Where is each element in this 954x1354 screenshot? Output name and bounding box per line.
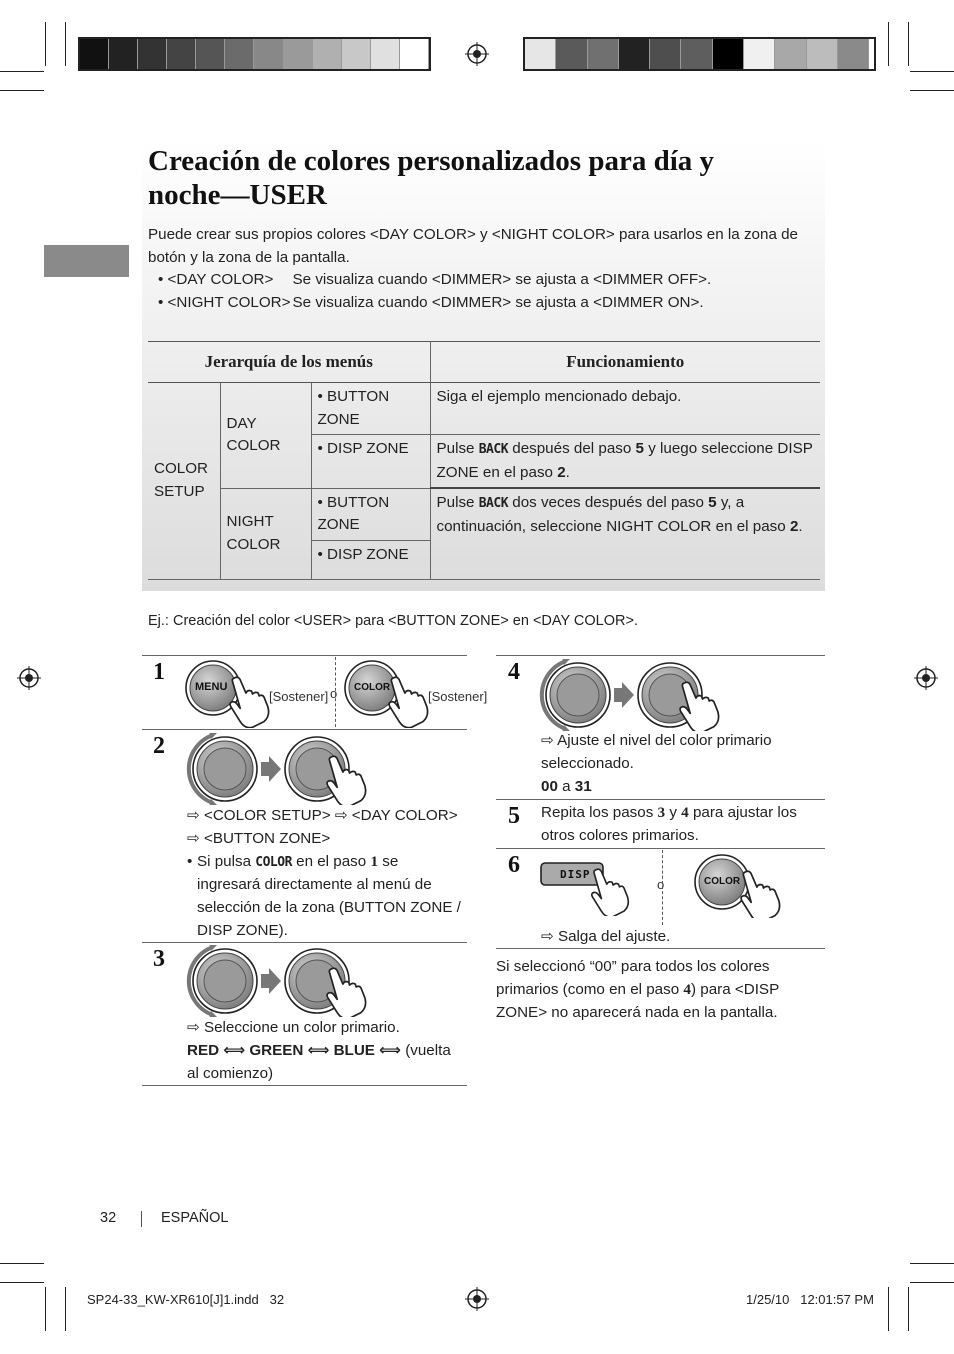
rotary-knob-illustration (182, 733, 372, 805)
intro-text: Puede crear sus propios colores <DAY COLOR> y <NIGHT COLOR> para usarlos en la zona de botón y la zona de la pantalla. (148, 226, 798, 266)
disp-button-icon[interactable] (539, 858, 639, 916)
color-button-label: COLOR (704, 876, 741, 887)
hold-label-1: [Sostener] (269, 689, 329, 704)
step-divider (496, 848, 825, 849)
crop-mark (45, 22, 46, 66)
example-caption: Ej.: Creación del color <USER> para <BUTTON ZONE> en <DAY COLOR>. (148, 613, 638, 629)
page-number: 32 (100, 1210, 117, 1226)
language-side-tab (44, 245, 129, 277)
crop-mark (0, 71, 44, 72)
color-button-label: COLOR (354, 682, 391, 693)
crop-mark (910, 71, 954, 72)
bullet-day-color: • <DAY COLOR> Se visualiza cuando <DIMMER> se ajusta a <DIMMER OFF>. (158, 271, 712, 289)
cell-button-zone: • BUTTON ZONE (311, 488, 430, 540)
step6-divider (662, 850, 663, 925)
color-swatch (138, 39, 167, 69)
step5-text: Repita los pasos 3 y 4 para ajustar los otros colores primarios. (541, 804, 797, 844)
step1-divider (335, 657, 336, 727)
arrow-icon: ⇨ (334, 807, 348, 824)
arrow-icon: ⇨ (187, 1019, 200, 1036)
arrow-icon: ⇨ (187, 829, 200, 847)
color-swatch (167, 39, 196, 69)
step-number-1: 1 (153, 659, 165, 685)
slug-file-info: SP24-33_KW-XR610[J]1.indd 32 (87, 1292, 285, 1307)
crop-mark (910, 90, 954, 91)
color-swatch (313, 39, 342, 69)
slug-date: 1/25/10 12:01:57 PM (746, 1292, 874, 1307)
registration-mark-icon (914, 666, 938, 690)
disp-button-label: DISP (560, 868, 591, 881)
double-arrow-icon: ⟺ (379, 1041, 401, 1059)
step3-text: ⇨ Seleccione un color primario. RED ⟺ GREEN ⟺ BLUE ⟺ (vuelta al comienzo) (187, 1019, 451, 1082)
cell-button-zone: • BUTTON ZONE (311, 383, 430, 435)
crop-mark (0, 1282, 44, 1283)
menu-table (148, 341, 820, 580)
color-swatch (744, 39, 775, 69)
step-number-3: 3 (153, 946, 165, 972)
footer-divider (141, 1211, 142, 1227)
crop-mark (888, 22, 889, 66)
cell-day-color: DAY COLOR (220, 383, 311, 489)
cell-func-3: Pulse BACK dos veces después del paso 5 y, a continuación, seleccione NIGHT COLOR en el paso 2. (430, 488, 820, 579)
menu-button-label: MENU (195, 681, 228, 693)
color-swatch (556, 39, 587, 69)
header-operation: Funcionamiento (430, 342, 820, 383)
crop-mark (910, 1282, 954, 1283)
color-swatch (775, 39, 806, 69)
crop-mark (45, 1287, 46, 1331)
cell-night-color: NIGHT COLOR (220, 488, 311, 579)
crop-mark (0, 90, 44, 91)
color-swatch (713, 39, 744, 69)
cell-func-2: Pulse BACK después del paso 5 y luego seleccione DISP ZONE en el paso 2. (430, 435, 820, 489)
step4-text: ⇨ Ajuste el nivel del color primario seleccionado. 00 a 31 (541, 732, 772, 795)
or-label: o (657, 877, 665, 892)
step-divider (142, 729, 467, 730)
step2-text: ⇨ <COLOR SETUP> ⇨ <DAY COLOR> ⇨ <BUTTON ZONE> • Si pulsa COLOR en el paso 1 se ingresará directamente al menú de selección de la zona (BUTTON ZONE / DISP ZONE). (187, 805, 462, 943)
color-swatch (588, 39, 619, 69)
cell-color-setup: COLOR SETUP (148, 383, 220, 580)
step-number-2: 2 (153, 733, 165, 759)
arrow-icon: ⇨ (541, 928, 554, 945)
color-swatch (80, 39, 109, 69)
double-arrow-icon: ⟺ (307, 1041, 330, 1059)
step-number-5: 5 (508, 803, 520, 829)
crop-mark (910, 1263, 954, 1264)
crop-mark (908, 1287, 909, 1331)
color-swatch (196, 39, 225, 69)
crop-mark (908, 22, 909, 66)
color-swatch (400, 39, 429, 69)
color-swatch (838, 39, 869, 69)
table-header-row (148, 342, 820, 383)
rotary-knob-illustration (535, 659, 725, 731)
color-swatch (807, 39, 838, 69)
rotary-knob-illustration (182, 945, 372, 1017)
crop-mark (888, 1287, 889, 1331)
color-swatch (650, 39, 681, 69)
step-divider (142, 655, 467, 656)
double-arrow-icon: ⟺ (223, 1041, 246, 1059)
color-swatch (109, 39, 138, 69)
or-label: o (330, 686, 338, 701)
page-title: Creación de colores personalizados para día y noche—USER (148, 145, 715, 211)
step-number-6: 6 (508, 852, 520, 878)
color-swatch (284, 39, 313, 69)
table-row (148, 383, 820, 435)
table-row (148, 488, 820, 540)
step-number-4: 4 (508, 659, 520, 685)
registration-mark-icon (17, 666, 41, 690)
step-divider (496, 655, 825, 656)
color-swatch (225, 39, 254, 69)
crop-mark (65, 22, 66, 66)
color-button-icon[interactable] (342, 658, 432, 728)
footer-language: ESPAÑOL (161, 1210, 229, 1226)
crop-mark (65, 1287, 66, 1331)
registration-mark-icon (465, 42, 489, 66)
bullet-night-color: • <NIGHT COLOR> Se visualiza cuando <DIMMER> se ajusta a <DIMMER ON>. (158, 293, 704, 311)
color-swatch-bar-left (78, 37, 431, 71)
color-swatch (342, 39, 371, 69)
menu-button-icon[interactable] (183, 658, 273, 728)
cell-disp-zone: • DISP ZONE (311, 541, 430, 580)
cell-disp-zone: • DISP ZONE (311, 435, 430, 489)
step2-note: • Si pulsa COLOR en el paso 1 se ingresará directamente al menú de selección de la zona (BUTTON ZONE / DISP ZONE). (187, 852, 461, 939)
cell-func-1: Siga el ejemplo mencionado debajo. (430, 383, 820, 435)
header-menu-hierarchy: Jerarquía de los menús (148, 342, 430, 383)
color-swatch (619, 39, 650, 69)
arrow-icon: ⇨ (541, 732, 554, 749)
color-swatch (525, 39, 556, 69)
arrow-icon: ⇨ (187, 807, 200, 824)
hold-label-2: [Sostener] (428, 689, 488, 704)
note-text: Si seleccionó “00” para todos los colores primarios (como en el paso 4) para <DISP ZONE> no aparecerá nada en la pantalla. (496, 958, 779, 1021)
color-swatch (681, 39, 712, 69)
crop-mark (0, 1263, 44, 1264)
intro-section (148, 224, 818, 314)
color-swatch (254, 39, 283, 69)
step6-text: ⇨ Salga del ajuste. (541, 928, 671, 945)
color-swatch (371, 39, 400, 69)
color-swatch-bar-right (523, 37, 876, 71)
step-divider (496, 799, 825, 800)
registration-mark-icon (465, 1287, 489, 1311)
